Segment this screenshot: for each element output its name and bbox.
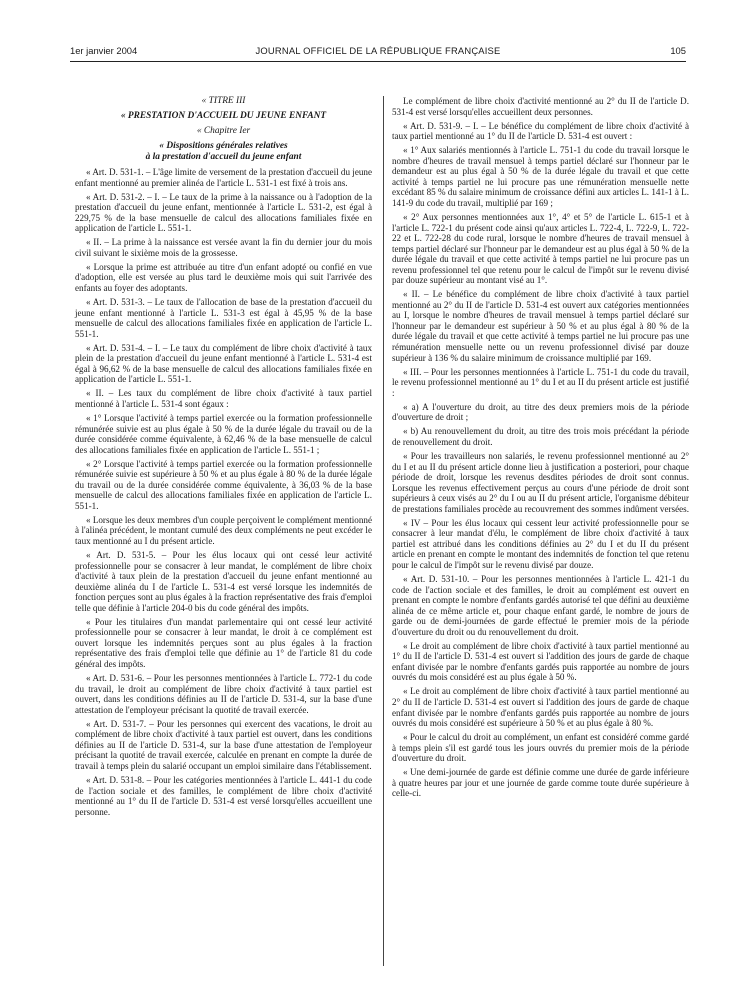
paragraph: « 1° Aux salariés mentionnés à l'article L. 751-1 du code du travail lorsque le nombre d'heures de travail mensuel à temps partiel déclaré sur l'honneur par le demandeur est au plus égal à 50 % de la durée légale du travail et que cette activité à temps partiel ne lui procure pas une rémunération mensuelle nette excédant 85 % du salaire minimum de croissance défini aux articles L. 141-1 à L. 141-9 du code du travail, multiplié par 169 ; xyxy=(392,145,689,208)
paragraph: « Art. D. 531-8. – Pour les catégories mentionnées à l'article L. 441-1 du code de l'action sociale et des familles, le complément de libre choix d'activité mentionné au 1° du II de l'article D. 531-4 est versé lorsqu'elles accueillent une personne. xyxy=(75,774,372,817)
paragraph: « Lorsque les deux membres d'un couple perçoivent le complément mentionné à l'alinéa précédent, le montant cumulé des deux compléments ne peut excéder le taux mentionné au I du présent article. xyxy=(75,514,372,546)
paragraph: « Lorsque la prime est attribuée au titre d'un enfant adopté ou confié en vue d'adoption, elle est versée au plus tard le deuxième mois qui suit l'arrivée des enfants au foyer des adoptants. xyxy=(75,261,372,293)
column-divider xyxy=(383,96,384,966)
paragraph: « 2° Lorsque l'activité à temps partiel exercée ou la formation professionnelle rémunérée suivie est supérieure à 50 % et au plus égale à 80 % de la durée légale du travail ou de la durée considérée comme équivalente, à 36,03 % de la base mensuelle de calcul des allocations familiales fixée en application de l'article L. 551-1. xyxy=(75,458,372,511)
header-journal-title: JOURNAL OFFICIEL DE LA RÉPUBLIQUE FRANÇAISE xyxy=(255,45,501,56)
paragraph: « Le droit au complément de libre choix d'activité à taux partiel mentionné au 1° du II de l'article D. 531-4 est ouvert si l'addition des jours de garde de chaque enfant divisée par le nombre d'enfants gardés puis rapportée au nombre de jours ouvrés du mois considéré est au plus égale à 50 %. xyxy=(392,640,689,683)
paragraph: « b) Au renouvellement du droit, au titre des trois mois précédant la période de renouvellement du droit. xyxy=(392,426,689,447)
chapter-heading: « Chapitre Ier xyxy=(196,126,251,136)
paragraph: « II. – Le bénéfice du complément de libre choix d'activité à taux partiel mentionné au 2° du II de l'article D. 531-4 est ouvert aux catégories mentionnées au I, lorsque le nombre d'heures de travail mensuel à temps partiel déclaré sur l'honneur par le demandeur est supérieur à 50 % et au plus égal à 80 % de la durée légale du travail et que cette activité à temps partiel ne lui procure pas une rémunération mensuelle nette ou un revenu professionnel divisé par douze supérieur à 136 % du salaire minimum de croissance multiplié par 169. xyxy=(392,289,689,363)
paragraph: « IV – Pour les élus locaux qui cessent leur activité professionnelle pour se consacrer à leur mandat d'élu, le complément de libre choix d'activité à taux partiel est attribué dans les conditions définies au 2° du I et du II du présent article en prenant en compte le montant des indemnités de fonction tel que retenu pour le calcul de l'impôt sur le revenu divisé par douze. xyxy=(392,517,689,570)
paragraph: « Pour le calcul du droit au complément, un enfant est considéré comme gardé à temps plein s'il est gardé tous les jours ouvrés du premier mois de la période d'ouverture du droit. xyxy=(392,732,689,764)
paragraph: « II. – Les taux du complément de libre choix d'activité à taux partiel mentionné à l'article L. 531-4 sont égaux : xyxy=(75,388,372,409)
paragraph: « Pour les titulaires d'un mandat parlementaire qui ont cessé leur activité professionnelle pour se consacrer à leur mandat, le droit à ce complément est ouvert lorsque les indemnités perçues sont au plus égales à la fraction représentative des frais d'emploi telle que définie au 1° de l'article 81 du code général des impôts. xyxy=(75,616,372,670)
paragraph: « Pour les travailleurs non salariés, le revenu professionnel mentionné au 2° du I et au II du présent article donne lieu à justification a posteriori, pour chaque période de droit, lorsque les revenus desdites périodes de droit sont connus. Lorsque les revenus effectivement perçus au cours d'une période de droit sont supérieurs à ceux visés au 2° du I ou au II du présent article, l'organisme débiteur de prestations familiales procède au recouvrement des sommes indûment versées. xyxy=(392,450,689,514)
paragraph: « III. – Pour les personnes mentionnées à l'article L. 751-1 du code du travail, le revenu professionnel mentionné au 1° du I et au II du présent article est justifié : xyxy=(392,366,689,398)
paragraph: « Art. D. 531-6. – Pour les personnes mentionnées à l'article L. 772-1 du code du travail, le droit au complément de libre choix d'activité à taux partiel est ouvert, dans les conditions définies au II de l'article D. 531-4, sur la base d'une attestation de l'employeur précisant la quotité de travail exercée. xyxy=(75,673,372,715)
dispositions-heading-1: « Dispositions générales relatives xyxy=(159,141,288,151)
paragraph: « 2° Aux personnes mentionnées aux 1°, 4° et 5° de l'article L. 615-1 et à l'article L. 722-1 du présent code ainsi qu'aux articles L. 722-4, L. 722-9, L. 722-22 et L. 722-28 du code rural, lorsque le nombre d'heures de travail mensuel à temps partiel déclaré sur l'honneur par le demandeur est au plus égal à 50 % de la durée légale du travail et que cette activité à temps partiel ne lui procure pas un revenu professionnel tel que retenu pour le calcul de l'impôt sur le revenu divisé par douze supérieur au montant visé au 1°. xyxy=(392,211,689,286)
header-rule xyxy=(70,61,686,62)
paragraph: « 1° Lorsque l'activité à temps partiel exercée ou la formation professionnelle rémunérée suivie est au plus égale à 50 % de la durée légale du travail ou de la durée considérée comme équivalente, à 62,46 % de la base mensuelle de calcul des allocations familiales fixée en application de l'article L. 551-1 ; xyxy=(75,412,372,455)
right-column xyxy=(392,96,689,802)
paragraph: « a) A l'ouverture du droit, au titre des deux premiers mois de la période d'ouverture de droit ; xyxy=(392,401,689,423)
page-header xyxy=(70,45,686,59)
dispositions-heading-2: à la prestation d'accueil du jeune enfant xyxy=(145,152,302,162)
paragraph: « Art. D. 531-4. – I. – Le taux du complément de libre choix d'activité à taux plein de la prestation d'accueil du jeune enfant mentionné à l'article L. 531-4 est égal à 96,62 % de la base mensuelle de calcul des allocations familiales fixée en application de l'article L. 551-1. xyxy=(75,342,372,385)
paragraph: « Art. D. 531-1. – L'âge limite de versement de la prestation d'accueil du jeune enfant mentionné au premier alinéa de l'article L. 531-1 est fixé à trois ans. xyxy=(75,167,372,188)
paragraph: « II. – La prime à la naissance est versée avant la fin du dernier jour du mois civil suivant le sixième mois de la grossesse. xyxy=(75,237,372,258)
prestation-heading: « PRESTATION D'ACCUEIL DU JEUNE ENFANT xyxy=(120,111,327,121)
paragraph: « Art. D. 531-5. – Pour les élus locaux qui ont cessé leur activité professionnelle pour se consacrer à leur mandat, le complément de libre choix d'activité à taux plein de la prestation d'accueil du jeune enfant mentionné au deuxième alinéa du I de l'article L. 531-4 est versé lorsque les indemnités de fonction perçues sont au plus égales à la fraction représentative des frais d'emploi telle que définie à l'article 204-0 bis du code général des impôts. xyxy=(75,550,372,613)
paragraph: « Art. D. 531-9. – I. – Le bénéfice du complément de libre choix d'activité à taux partiel mentionné au 1° du II de l'article D. 531-4 est ouvert : xyxy=(392,120,689,142)
left-column xyxy=(75,96,372,821)
paragraph: « Art. D. 531-10. – Pour les personnes mentionnées à l'article L. 421-1 du code de l'action sociale et des familles, le droit au complément est ouvert en prenant en compte le nombre d'enfants gardés autorisé tel que défini au deuxième alinéa de ce même article et, pour chaque enfant gardé, le nombre de jours de garde ou de demi-journées de garde effectué le premier mois de la période d'ouverture du droit ou du renouvellement du droit. xyxy=(392,573,689,637)
paragraph: « Art. D. 531-2. – I. – Le taux de la prime à la naissance ou à l'adoption de la prestation d'accueil du jeune enfant, mentionnée à l'article L. 531-2, est égal à 229,75 % de la base mensuelle de calcul des allocations familiales fixée en application de l'article L. 551-1. xyxy=(75,191,372,234)
header-date: 1er janvier 2004 xyxy=(70,45,138,56)
paragraph: « Une demi-journée de garde est définie comme une durée de garde inférieure à quatre heures par jour et une journée de garde comme toute durée supérieure à celle-ci. xyxy=(392,767,689,799)
paragraph: « Le droit au complément de libre choix d'activité à taux partiel mentionné au 2° du II de l'article D. 531-4 est ouvert si l'addition des jours de garde de chaque enfant divisée par le nombre d'enfants gardés puis rapportée au nombre de jours ouvrés du mois considéré est supérieure à 50 % et au plus égale à 80 %. xyxy=(392,686,689,729)
paragraph: « Art. D. 531-3. – Le taux de l'allocation de base de la prestation d'accueil du jeune enfant mentionné à l'article L. 531-3 est égal à 45,95 % de la base mensuelle de calcul des allocations familiales fixée en application de l'article L. 551-1. xyxy=(75,297,372,339)
paragraph: « Art. D. 531-7. – Pour les personnes qui exercent des vacations, le droit au complément de libre choix d'activité à taux partiel est ouvert, dans les conditions définies au II de l'article D. 531-4, sur la base d'une attestation de l'employeur précisant la quotité de travail exercée, calculée en prenant en compte la durée de travail à temps plein du salarié occupant un emploi similaire dans l'établissement. xyxy=(75,718,372,771)
paragraph: Le complément de libre choix d'activité mentionné au 2° du II de l'article D. 531-4 est versé lorsqu'elles accueillent deux personnes. xyxy=(392,96,689,117)
header-page-number: 105 xyxy=(670,45,686,56)
title-heading: « TITRE III xyxy=(201,96,246,106)
